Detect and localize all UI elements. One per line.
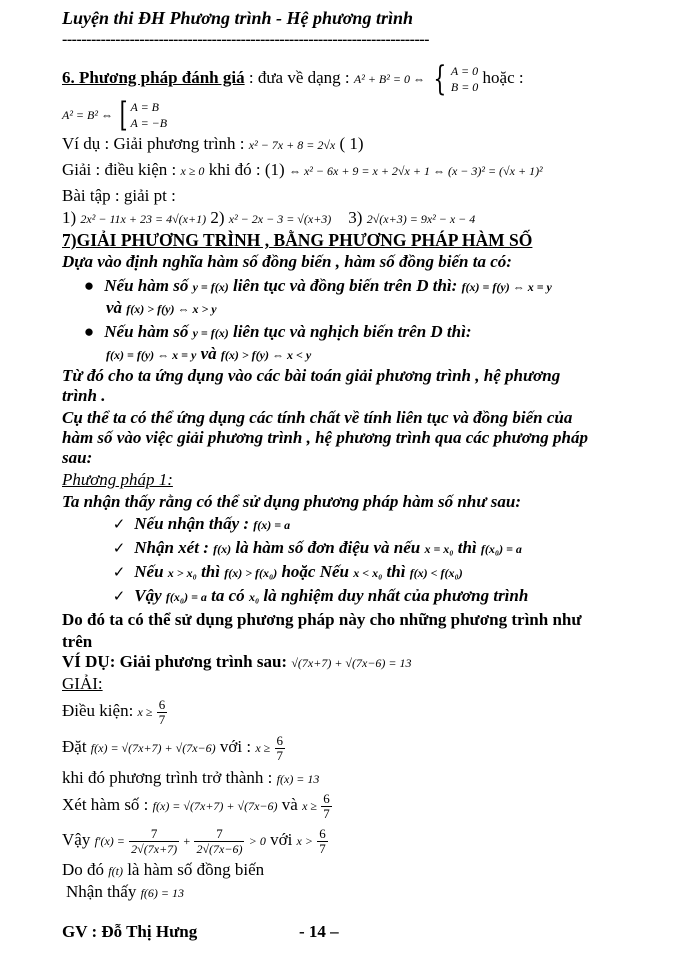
c1-text: Nếu nhận thấy : bbox=[134, 514, 250, 533]
becomes-eq: f(x) = 13 bbox=[276, 772, 320, 786]
checkmark-icon: ✓ bbox=[112, 515, 126, 533]
sec6-sol-then: khi đó : (1) bbox=[208, 160, 285, 179]
sec7-p2c: sau: bbox=[62, 448, 93, 467]
frac-num: 6 bbox=[158, 696, 166, 712]
cond-label: Điều kiện: bbox=[62, 701, 134, 720]
fraction-6-7 bbox=[321, 792, 332, 821]
sec6-expr2: A² = B² ⇔ bbox=[62, 107, 113, 122]
sec7-p1b: trình . bbox=[62, 386, 106, 405]
sec7-bullet2 bbox=[78, 322, 471, 343]
sec6-expr1: A² + B² = 0 ⇔ bbox=[353, 71, 425, 86]
set-line bbox=[62, 730, 285, 765]
b2-rel2: f(x) > f(y) ⇔ x < y bbox=[220, 348, 312, 362]
sec7-p1a: Từ đó cho ta ứng dụng vào các bài toán giải phương trình , hệ phương bbox=[62, 366, 561, 385]
sec6-example-label: Ví dụ : Giải phương trình : bbox=[62, 134, 245, 153]
sec6-example bbox=[62, 134, 364, 155]
fraction-6-7 bbox=[317, 827, 328, 856]
b2-rel: f(x) = f(y) ⇔ x = y bbox=[106, 348, 197, 362]
sec6-line1 bbox=[62, 59, 524, 99]
checkmark-icon: ✓ bbox=[112, 563, 126, 581]
check-item-1 bbox=[108, 514, 290, 535]
c2-m1: f(x) bbox=[213, 542, 232, 556]
cond-lhs: x ≥ bbox=[137, 705, 153, 719]
b1-text2: liên tục và đồng biến trên D thì: bbox=[232, 276, 458, 295]
set-cond: x ≥ bbox=[255, 741, 271, 755]
c3-m1: x > x₀ bbox=[167, 566, 197, 580]
check-item-2 bbox=[108, 538, 522, 559]
deriv-den-2: 2√(7x−6) bbox=[196, 841, 243, 856]
c3-text4: thì bbox=[386, 562, 406, 581]
sec7-p2a: Cụ thể ta có thể ứng dụng các tính chất về tính liên tục và đồng biến của bbox=[62, 408, 573, 427]
b1-text: Nếu hàm số bbox=[104, 276, 189, 295]
c3-text: Nếu bbox=[134, 562, 164, 581]
deriv-num-2: 7 bbox=[194, 827, 244, 842]
c2-m3: f(x₀) = a bbox=[480, 542, 522, 556]
hence-line bbox=[62, 860, 264, 881]
frac-den: 7 bbox=[323, 805, 330, 821]
becomes-line bbox=[62, 768, 319, 789]
consider-and: và bbox=[281, 795, 298, 814]
sec7-bullet1 bbox=[78, 276, 552, 297]
c3-text2: thì bbox=[201, 562, 220, 581]
frac-den: 7 bbox=[319, 840, 326, 856]
sec6-sol-cond: x ≥ 0 bbox=[180, 164, 205, 178]
fraction-6-7 bbox=[275, 734, 286, 763]
sec6-example-num: ( 1) bbox=[339, 134, 364, 153]
b1-f: y = f(x) bbox=[192, 280, 229, 294]
ex2-eq: x² − 2x − 3 = √(x+3) bbox=[228, 212, 332, 226]
set-with: với : bbox=[219, 737, 252, 756]
c1-m: f(x) = a bbox=[253, 518, 291, 532]
brace-symbol: { bbox=[433, 59, 447, 99]
bullet-dot-icon: ● bbox=[83, 276, 95, 295]
c2-text3: thì bbox=[457, 538, 477, 557]
notice-eq: f(6) = 13 bbox=[140, 886, 185, 900]
sec6-line2 bbox=[62, 95, 168, 135]
sec6-exercise-label: Bài tập : giải pt : bbox=[62, 186, 176, 205]
sec6-or: hoặc : bbox=[482, 67, 524, 87]
check-item-4 bbox=[108, 586, 528, 607]
sec6-alt-b: A = −B bbox=[130, 116, 168, 130]
condition-line bbox=[62, 694, 167, 729]
ex3-eq: 2√(x+3) = 9x² − x − 4 bbox=[366, 212, 476, 226]
checkmark-icon: ✓ bbox=[112, 587, 126, 605]
bullet-dot-icon: ● bbox=[83, 322, 95, 341]
deriv-den-1: 2√(7x+7) bbox=[131, 841, 178, 856]
deriv-lhs: f'(x) = bbox=[94, 834, 125, 848]
ex2-num: 2) bbox=[210, 208, 225, 227]
hence-rest: là hàm số đồng biến bbox=[127, 860, 265, 879]
running-header: Luyện thi ĐH Phương trình - Hệ phương trình bbox=[62, 8, 413, 28]
sec6-heading: 6. Phương pháp đánh giá bbox=[62, 67, 245, 87]
c4-text3: là nghiệm duy nhất của phương trình bbox=[263, 586, 529, 605]
c4-text: Vậy bbox=[134, 586, 162, 605]
footer-teacher: GV : Đỗ Thị Hưng bbox=[62, 922, 198, 941]
hence-text: Do đó bbox=[62, 860, 105, 879]
c2-text: Nhận xét : bbox=[134, 538, 209, 557]
deriv-cond: x > bbox=[296, 834, 313, 848]
footer-page-number: - 14 – bbox=[299, 922, 339, 941]
sec6-alt-a: A = B bbox=[130, 100, 160, 114]
consider-cond: x ≥ bbox=[302, 799, 317, 813]
sec7-bullet1-cont bbox=[106, 298, 217, 319]
c2-m2: x = x₀ bbox=[424, 542, 454, 556]
example-heading bbox=[62, 652, 412, 673]
set-f: f(x) = √(7x+7) + √(7x−6) bbox=[90, 741, 216, 755]
set-label: Đặt bbox=[62, 737, 87, 756]
sec7-concl-a: Do đó ta có thể sử dụng phương pháp này cho những phương trình như bbox=[62, 610, 582, 629]
sec6-system bbox=[451, 63, 478, 95]
bracket-symbol: [ bbox=[119, 95, 128, 135]
sec7-method: Phương pháp 1: bbox=[62, 470, 173, 489]
sec6-intro: : đưa về dạng : bbox=[248, 67, 350, 87]
sec6-alternatives bbox=[130, 99, 167, 131]
c3-m3: x < x₀ bbox=[353, 566, 383, 580]
frac-num: 6 bbox=[276, 732, 284, 748]
sec7-method-intro: Ta nhận thấy rằng có thể sử dụng phương pháp hàm số như sau: bbox=[62, 492, 521, 511]
sec6-exercises bbox=[62, 208, 475, 229]
deriv-frac-2 bbox=[194, 827, 244, 856]
sec6-sys-b: B = 0 bbox=[450, 80, 479, 94]
sec7-heading: 7)GIẢI PHƯƠNG TRÌNH , BẰNG PHƯƠNG PHÁP HÀM SỐ bbox=[62, 230, 533, 250]
c4-text2: ta có bbox=[211, 586, 245, 605]
c3-m2: f(x) > f(x₀) bbox=[224, 566, 278, 580]
deriv-gt: > 0 bbox=[248, 834, 266, 848]
sec6-sol-eq: ⇔ x² − 6x + 9 = x + 2√x + 1 ⇔ (x − 3)² = (√x + 1)² bbox=[288, 164, 543, 178]
sec7-intro: Dựa vào định nghĩa hàm số đồng biến , hàm số đồng biến ta có: bbox=[62, 252, 512, 271]
example-label: VÍ DỤ: Giải phương trình sau: bbox=[62, 652, 288, 671]
consider-text: Xét hàm số : bbox=[62, 795, 149, 814]
sec7-p2b: hàm số vào việc giải phương trình , hệ phương trình qua các phương pháp bbox=[62, 428, 588, 447]
solution-label: GIẢI: bbox=[62, 674, 103, 693]
ex1-num: 1) bbox=[62, 208, 77, 227]
sec6-solution bbox=[62, 160, 543, 181]
frac-num: 6 bbox=[319, 825, 326, 841]
deriv-with: với bbox=[270, 830, 293, 849]
b2-f: y = f(x) bbox=[192, 326, 229, 340]
check-item-3 bbox=[108, 562, 463, 583]
deriv-frac-1 bbox=[129, 827, 179, 856]
checkmark-icon: ✓ bbox=[112, 539, 126, 557]
hence-f: f(t) bbox=[108, 864, 123, 878]
c3-text3: hoặc Nếu bbox=[281, 562, 349, 581]
deriv-num-1: 7 bbox=[129, 827, 179, 842]
deriv-plus: + bbox=[183, 834, 191, 848]
notice-line bbox=[66, 882, 184, 903]
b2-text2: liên tục và nghịch biến trên D thì: bbox=[232, 322, 472, 341]
sec6-sol-label: Giải : điều kiện : bbox=[62, 160, 177, 179]
ex1-eq: 2x² − 11x + 23 = 4√(x+1) bbox=[80, 212, 207, 226]
example-eq: √(7x+7) + √(7x−6) = 13 bbox=[291, 656, 412, 670]
sec7-bullet2-cont bbox=[106, 344, 311, 365]
c2-text2: là hàm số đơn điệu và nếu bbox=[235, 538, 421, 557]
c3-m4: f(x) < f(x₀) bbox=[409, 566, 463, 580]
notice-text: Nhận thấy bbox=[66, 882, 137, 901]
c4-m2: x₀ bbox=[248, 590, 260, 604]
fraction-6-7 bbox=[157, 698, 168, 727]
sec6-example-eq: x² − 7x + 8 = 2√x bbox=[248, 138, 336, 152]
b1-rel2: f(x) > f(y) ⇔ x > y bbox=[126, 302, 217, 316]
consider-f: f(x) = √(7x+7) + √(7x−6) bbox=[152, 799, 278, 813]
frac-num: 6 bbox=[323, 790, 330, 806]
c4-m1: f(x₀) = a bbox=[165, 590, 207, 604]
header-rule: ---------------------------------------------------------------------------- bbox=[62, 31, 429, 48]
becomes-text: khi đó phương trình trở thành : bbox=[62, 768, 273, 787]
frac-den: 7 bbox=[276, 747, 284, 763]
derivative-line bbox=[62, 822, 328, 859]
sec6-sys-a: A = 0 bbox=[450, 64, 479, 78]
b1-rel: f(x) = f(y) ⇔ x = y bbox=[461, 280, 552, 294]
ex3-num: 3) bbox=[348, 208, 363, 227]
sec7-concl-b: trên bbox=[62, 632, 93, 651]
b2-text: Nếu hàm số bbox=[104, 322, 189, 341]
b2-and: và bbox=[200, 344, 217, 363]
b1-and: và bbox=[106, 298, 123, 317]
frac-den: 7 bbox=[158, 711, 166, 727]
so-text: Vậy bbox=[62, 830, 91, 849]
consider-line bbox=[62, 788, 332, 823]
